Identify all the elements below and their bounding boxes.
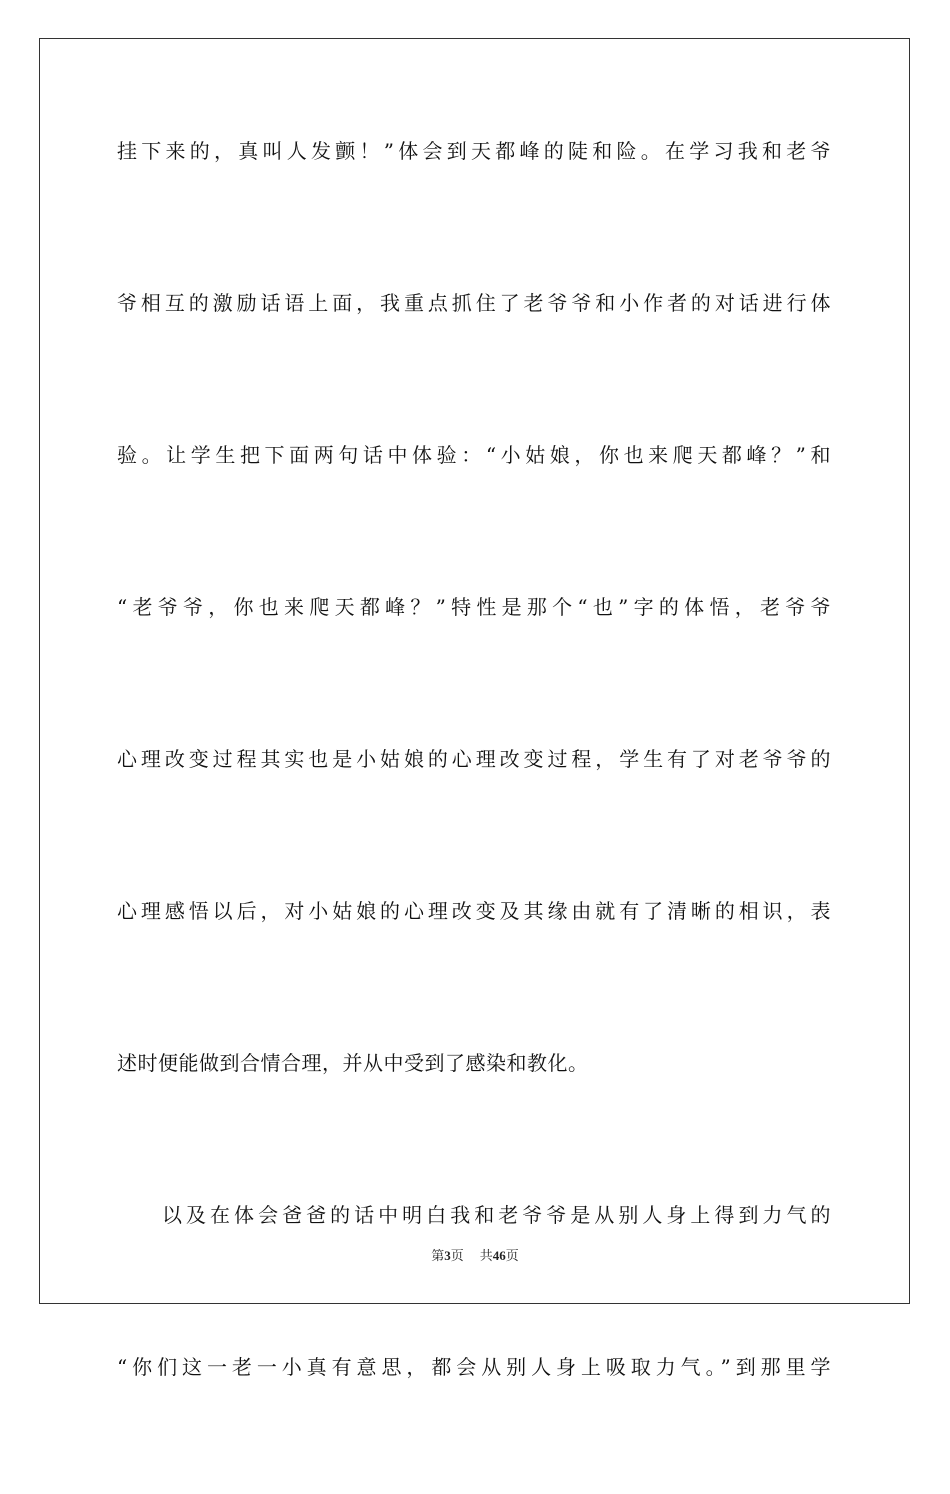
total-pages: 46 <box>492 1248 506 1263</box>
text-line-6: 心理感悟以后，对小姑娘的心理改变及其缘由就有了清晰的相识，表 <box>117 899 831 923</box>
page-footer <box>0 1247 950 1266</box>
text-line-5: 心理改变过程其实也是小姑娘的心理改变过程，学生有了对老爷爷的 <box>117 747 831 771</box>
text-line-8: 以及在体会爸爸的话中明白我和老爷爷是从别人身上得到力气的 <box>162 1203 831 1227</box>
total-prefix: 共 <box>479 1249 493 1264</box>
text-line-4: “老爷爷，你也来爬天都峰？”特性是那个“也”字的体悟，老爷爷 <box>117 595 831 619</box>
text-line-3: 验。让学生把下面两句话中体验：“小姑娘，你也来爬天都峰？”和 <box>117 443 831 467</box>
document-body <box>117 126 831 1494</box>
text-line-9: “你们这一老一小真有意思，都会从别人身上吸取力气。”到那里学 <box>117 1355 831 1379</box>
page-suffix: 页 <box>450 1249 464 1264</box>
page-number: 3 <box>444 1248 451 1263</box>
total-suffix: 页 <box>505 1249 519 1264</box>
text-line-1: 挂下来的，真叫人发颤！”体会到天都峰的陡和险。在学习我和老爷 <box>117 139 831 163</box>
text-line-7: 述时便能做到合情合理，并从中受到了感染和教化。 <box>117 1051 589 1075</box>
page-prefix: 第 <box>431 1249 445 1264</box>
text-line-2: 爷相互的激励话语上面，我重点抓住了老爷爷和小作者的对话进行体 <box>117 291 831 315</box>
